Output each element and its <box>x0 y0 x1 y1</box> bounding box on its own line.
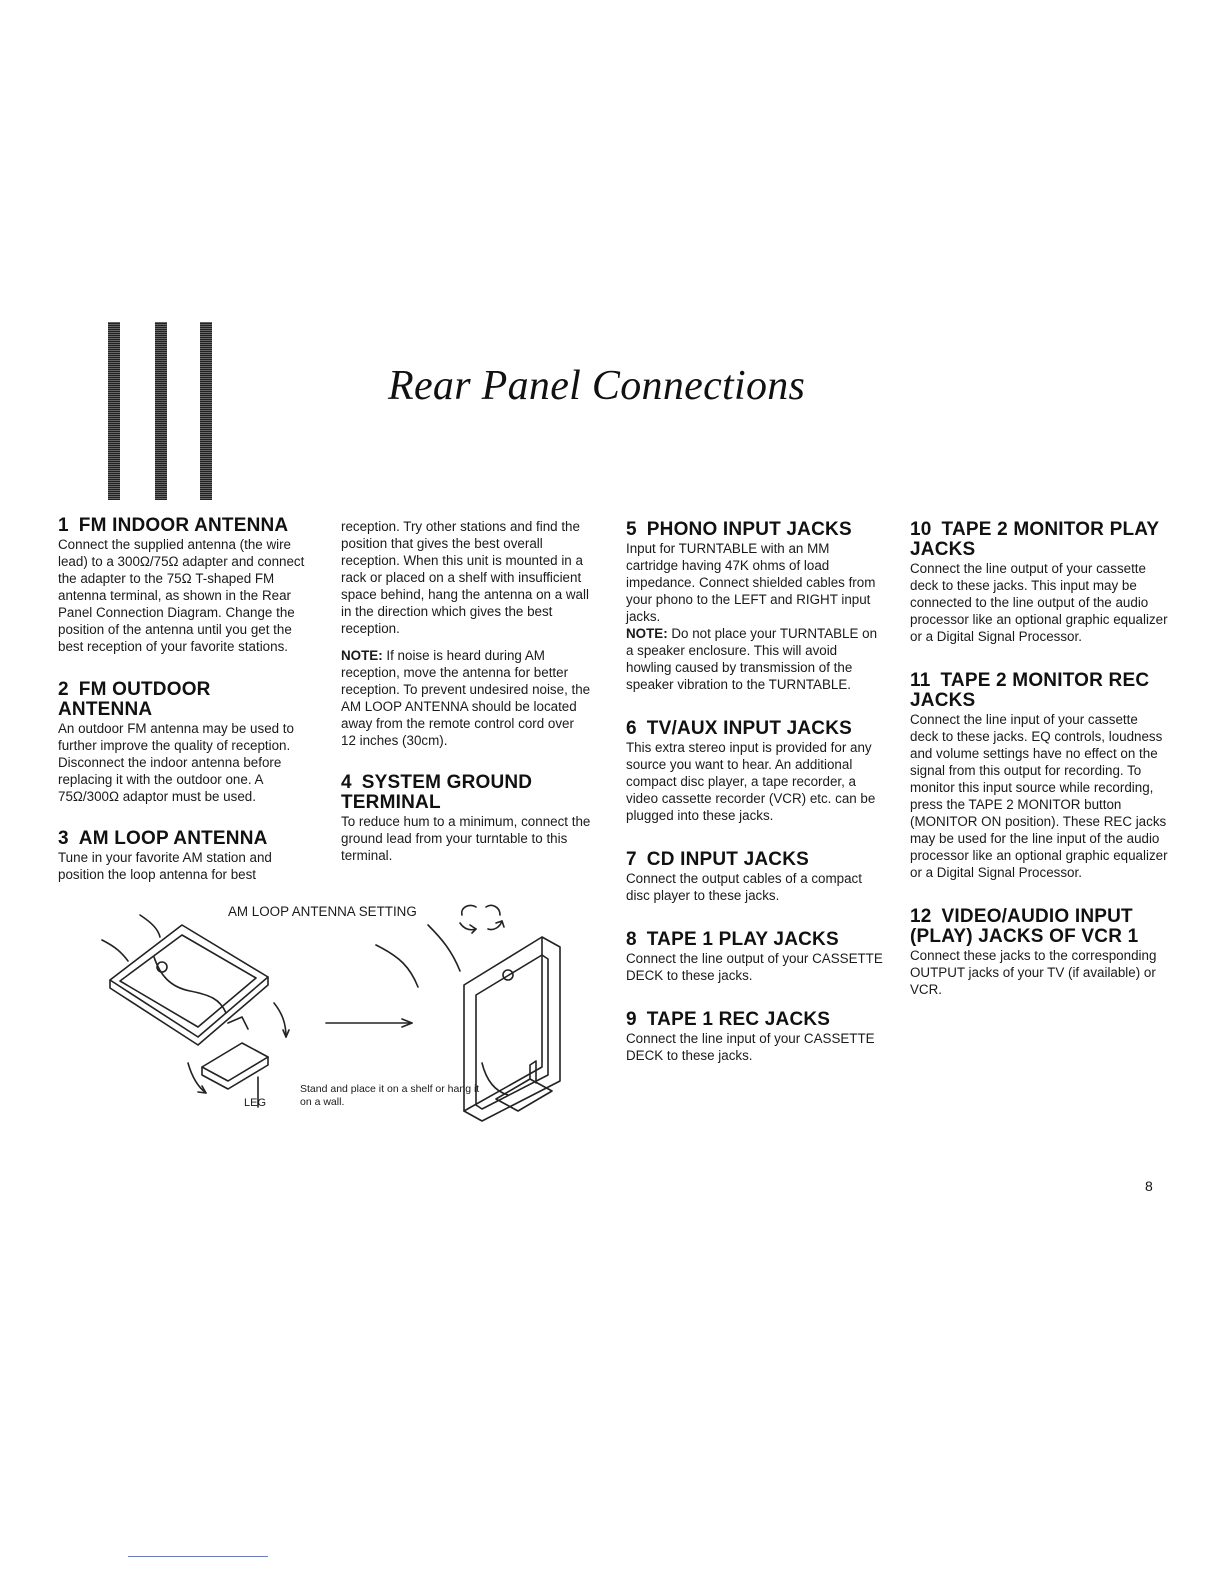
section-tape-2-monitor-play-jacks <box>910 520 1168 645</box>
section-number: 11 <box>910 670 931 691</box>
section-heading <box>58 829 308 849</box>
section-fm-outdoor-antenna <box>58 680 308 805</box>
section-title: FM INDOOR ANTENNA <box>78 515 289 536</box>
page-title: Rear Panel Connections <box>388 363 806 409</box>
section-body: Tune in your favorite AM station and position the loop antenna for best <box>58 850 272 882</box>
section-title: FM OUTDOOR ANTENNA <box>58 679 211 720</box>
section-system-ground-terminal <box>341 773 591 864</box>
column-3 <box>626 520 884 1084</box>
section-number: 7 <box>626 849 637 870</box>
section-cd-input-jacks <box>626 850 884 904</box>
section-number: 1 <box>58 515 69 536</box>
note-label: NOTE: <box>626 626 668 641</box>
section-tv-aux-input-jacks <box>626 719 884 824</box>
section-number: 2 <box>58 679 69 700</box>
section-am-loop-antenna <box>58 829 308 883</box>
column-2 <box>341 518 591 884</box>
section-body: To reduce hum to a minimum, connect the ground lead from your turntable to this terminal. <box>341 814 591 863</box>
section-body: Connect the supplied antenna (the wire lead) to a 300Ω/75Ω adapter and connect the adapter to the 75Ω T-shaped FM antenna terminal, as shown in the Rear Panel Connection Diagram. Change the position of the antenna until you get the best reception of your favorite stations. <box>58 537 305 654</box>
section-tape-2-monitor-rec-jacks <box>910 671 1168 881</box>
section-title: TAPE 2 MONITOR PLAY JACKS <box>910 519 1159 560</box>
section-title: VIDEO/AUDIO INPUT (PLAY) JACKS OF VCR 1 <box>910 906 1139 947</box>
section-heading <box>341 773 591 813</box>
section-title: TAPE 2 MONITOR REC JACKS <box>910 670 1150 711</box>
section-number: 4 <box>341 772 352 793</box>
section-tape-1-play-jacks <box>626 930 884 984</box>
section-heading <box>626 1010 884 1030</box>
note <box>341 647 591 749</box>
leg-label: LEG <box>244 1097 267 1109</box>
section-body: Connect these jacks to the corresponding OUTPUT jacks of your TV (if available) or VCR. <box>910 948 1157 997</box>
page-number: 8 <box>1145 1178 1153 1194</box>
section-title: SYSTEM GROUND TERMINAL <box>341 772 533 813</box>
section-number: 3 <box>58 828 69 849</box>
am-loop-antenna-figure <box>90 895 590 1125</box>
section-title: AM LOOP ANTENNA <box>78 828 268 849</box>
section-body-continued: reception. Try other stations and find the position that gives the best overall reception. When this unit is mounted in a rack or placed on a shelf with insufficient space behind, hang the antenna on a wall in the direction which gives the best reception. <box>341 519 589 636</box>
section-body: Connect the line input of your cassette deck to these jacks. EQ controls, loudness and volume settings have no effect on the signal from this output for recording. To monitor this input source while recording, press the TAPE 2 MONITOR button (MONITOR ON position). These REC jacks may be used for the line input of the audio processor like an optional graphic equalizer or a Digital Signal Processor. <box>910 712 1168 880</box>
note-text: Do not place your TURNTABLE on a speaker enclosure. This will avoid howling caused by transmission of the speaker vibration to the TURNTABLE. <box>626 626 878 692</box>
chapter-bar <box>200 322 212 500</box>
section-number: 9 <box>626 1009 637 1030</box>
section-body: An outdoor FM antenna may be used to further improve the quality of reception. Disconnect the indoor antenna before replacing it with the outdoor one. A 75Ω/300Ω adaptor must be used. <box>58 721 294 804</box>
section-tape-1-rec-jacks <box>626 1010 884 1064</box>
section-body: Connect the line output of your CASSETTE DECK to these jacks. <box>626 951 883 983</box>
section-heading <box>626 719 884 739</box>
section-phono-input-jacks <box>626 520 884 693</box>
section-title: TAPE 1 PLAY JACKS <box>646 929 839 950</box>
section-heading <box>910 907 1168 947</box>
chapter-bar <box>155 322 167 500</box>
figure-caption: AM LOOP ANTENNA SETTING <box>228 904 417 919</box>
section-title: TAPE 1 REC JACKS <box>646 1009 831 1030</box>
chapter-bar <box>108 322 120 500</box>
footer-rule <box>128 1556 268 1557</box>
section-heading <box>910 520 1168 560</box>
section-number: 10 <box>910 519 932 540</box>
note-label: NOTE: <box>341 648 383 663</box>
section-heading <box>626 520 884 540</box>
section-heading <box>58 516 308 536</box>
section-heading <box>626 930 884 950</box>
section-title: CD INPUT JACKS <box>646 849 809 870</box>
section-body: Input for TURNTABLE with an MM cartridge having 47K ohms of load impedance. Connect shielded cables from your phono to the LEFT and RIGHT input jacks. <box>626 541 876 624</box>
section-video-audio-input-jacks-vcr1 <box>910 907 1168 998</box>
section-fm-indoor-antenna <box>58 516 308 655</box>
section-number: 8 <box>626 929 637 950</box>
section-body: Connect the line output of your cassette deck to these jacks. This input may be connected to the line output of the audio processor like an optional graphic equalizer or a Digital Signal Processor. <box>910 561 1168 644</box>
note <box>626 625 884 693</box>
section-heading <box>910 671 1168 711</box>
column-1 <box>58 516 308 903</box>
column-4 <box>910 520 1168 1018</box>
section-body: This extra stereo input is provided for any source you want to hear. An additional compact disc player, a tape recorder, a video cassette recorder (VCR) etc. can be plugged into these jacks. <box>626 740 876 823</box>
section-number: 5 <box>626 519 637 540</box>
section-title: TV/AUX INPUT JACKS <box>646 718 853 739</box>
section-heading <box>58 680 308 720</box>
section-number: 12 <box>910 906 932 927</box>
section-heading <box>626 850 884 870</box>
section-title: PHONO INPUT JACKS <box>646 519 852 540</box>
section-body: Connect the output cables of a compact disc player to these jacks. <box>626 871 862 903</box>
placement-note: Stand and place it on a shelf or hang it on a wall. <box>300 1083 480 1108</box>
note-text: If noise is heard during AM reception, move the antenna for better reception. To prevent undesired noise, the AM LOOP ANTENNA should be located away from the remote control cord over 12 inches (30cm). <box>341 648 591 748</box>
chapter-marker-iii <box>108 322 218 500</box>
section-number: 6 <box>626 718 637 739</box>
section-body: Connect the line input of your CASSETTE DECK to these jacks. <box>626 1031 875 1063</box>
